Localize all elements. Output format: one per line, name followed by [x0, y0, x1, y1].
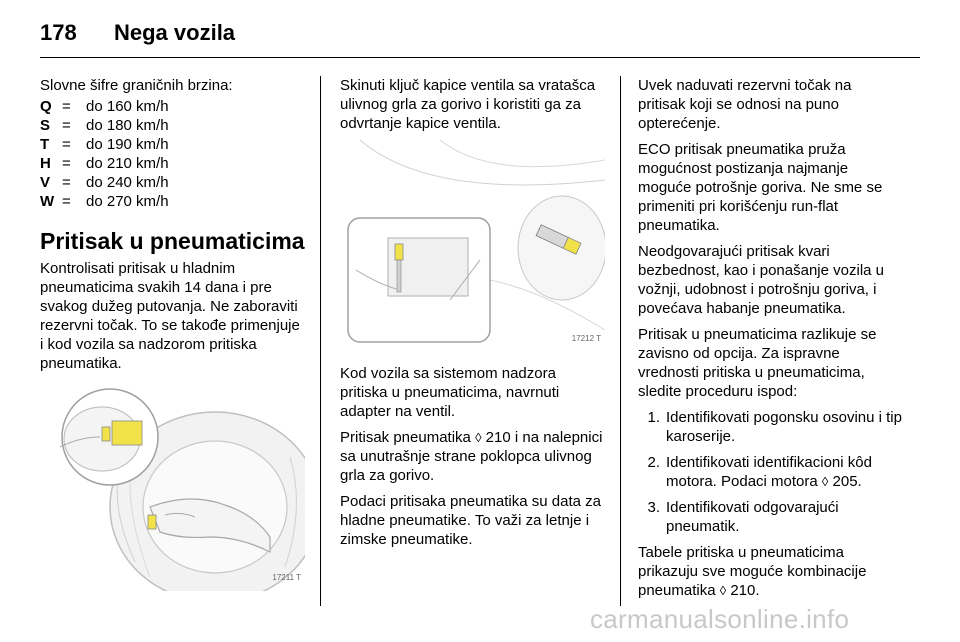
equals-sign: =: [62, 193, 71, 210]
step-number: 1.: [647, 409, 660, 426]
table-row: [40, 173, 169, 192]
equals-sign: =: [62, 98, 71, 115]
column-2: [340, 76, 605, 556]
list-item: [638, 453, 903, 491]
speed-code: H: [40, 155, 51, 172]
paragraph: Neodgovarajući pritisak kvari bezbednost, kao i ponašanje vozila u vožnji, udobnost i potrošnju goriva, i povećava habanje pneumatika.: [638, 243, 885, 317]
page-number: 178: [40, 20, 77, 45]
speed-code: S: [40, 117, 51, 134]
equals-sign: =: [62, 155, 71, 172]
tire-illustration-image: [40, 387, 305, 591]
speed-codes-table: [40, 97, 169, 211]
paragraph: [340, 428, 605, 485]
table-row: [40, 154, 169, 173]
step-number: 2.: [647, 454, 660, 471]
table-row: [40, 135, 169, 154]
page-title: Nega vozila: [114, 20, 236, 45]
paragraph: Skinuti ključ kapice ventila sa vratašca ulivnog grla za gorivo i koristiti ga za odvrtanje kapice ventila.: [340, 77, 596, 132]
table-row: [40, 192, 169, 211]
column-3: [638, 76, 903, 607]
procedure-steps: [638, 408, 903, 536]
paragraph: ECO pritisak pneumatika pruža mogućnost postizanja najmanje moguće potrošnje goriva. Ne sme se primeniti pri korišćenju run-flat pneumatika.: [638, 141, 883, 234]
step-number: 3.: [647, 499, 660, 516]
speed-value: do 190 km/h: [86, 136, 169, 153]
speed-value: do 210 km/h: [86, 155, 169, 172]
equals-sign: =: [62, 136, 71, 153]
tire-valve-illustration: [40, 387, 305, 591]
step-text: Identifikovati odgovarajući pneumatik.: [666, 499, 839, 535]
table-row: [40, 116, 169, 135]
speed-value: do 160 km/h: [86, 98, 169, 115]
text-span: 210 i na nalepnici sa unutrašnje strane poklopca ulivnog grla za gorivo.: [340, 429, 603, 484]
step-text: Identifikovati pogonsku osovinu i tip karoserije.: [666, 409, 902, 445]
page-reference-arrow-icon: ◊: [719, 583, 727, 598]
speed-code: W: [40, 193, 55, 210]
equals-sign: =: [62, 117, 71, 134]
text-span: 205.: [828, 473, 862, 490]
page-reference-arrow-icon: ◊: [821, 474, 829, 489]
text-span: Pritisak pneumatika: [340, 429, 476, 446]
text-span: Identifikovati identifikacioni kôd motora. Podaci motora: [666, 454, 872, 490]
section-title: Pritisak u pneumaticima: [40, 228, 305, 254]
speed-value: do 180 km/h: [86, 117, 169, 134]
paragraph: [638, 543, 903, 600]
page-header: [40, 20, 235, 46]
figure-code: 17212 T: [571, 334, 601, 343]
header-divider: [40, 57, 920, 58]
speed-code: T: [40, 136, 50, 153]
page-reference-arrow-icon: ◊: [475, 430, 482, 445]
speed-codes-intro: Slovne šifre graničnih brzina:: [40, 77, 233, 94]
list-item: [638, 408, 903, 446]
figure-code: 17211 T: [272, 573, 301, 582]
table-row: [40, 97, 169, 116]
fuel-flap-illustration: [340, 140, 605, 352]
paragraph: Pritisak u pneumaticima razlikuje se zavisno od opcija. Za ispravne vrednosti pritiska u pneumaticima, sledite proceduru ispod:: [638, 326, 877, 400]
fuel-flap-image: [340, 140, 605, 352]
speed-value: do 270 km/h: [86, 193, 169, 210]
paragraph: Uvek naduvati rezervni točak na pritisak koji se odnosi na puno opterećenje.: [638, 77, 852, 132]
speed-value: do 240 km/h: [86, 174, 169, 191]
paragraph: Kod vozila sa sistemom nadzora pritiska u pneumaticima, navrnuti adapter na ventil.: [340, 365, 560, 420]
section-paragraph: Kontrolisati pritisak u hladnim pneumaticima svakih 14 dana i pre svakog dužeg putovanja. Ne zaboraviti rezervni točak. To se takođe primenjuje i kod vozila sa nadzorom pritiska pneumatika.: [40, 260, 300, 372]
paragraph: Podaci pritisaka pneumatika su data za hladne pneumatike. To važi za letnje i zimske pneumatike.: [340, 493, 601, 548]
text-span: 210.: [726, 582, 760, 599]
column-divider: [620, 76, 621, 606]
list-item: [638, 498, 903, 536]
equals-sign: =: [62, 174, 71, 191]
text-span: Tabele pritiska u pneumaticima prikazuju sve moguće kombinacije pneumatika: [638, 544, 867, 599]
column-1: [40, 76, 305, 591]
step-text: [666, 453, 903, 491]
watermark: carmanualsonline.info: [590, 604, 850, 634]
column-divider: [320, 76, 321, 606]
speed-code: Q: [40, 98, 52, 115]
speed-code: V: [40, 174, 51, 191]
